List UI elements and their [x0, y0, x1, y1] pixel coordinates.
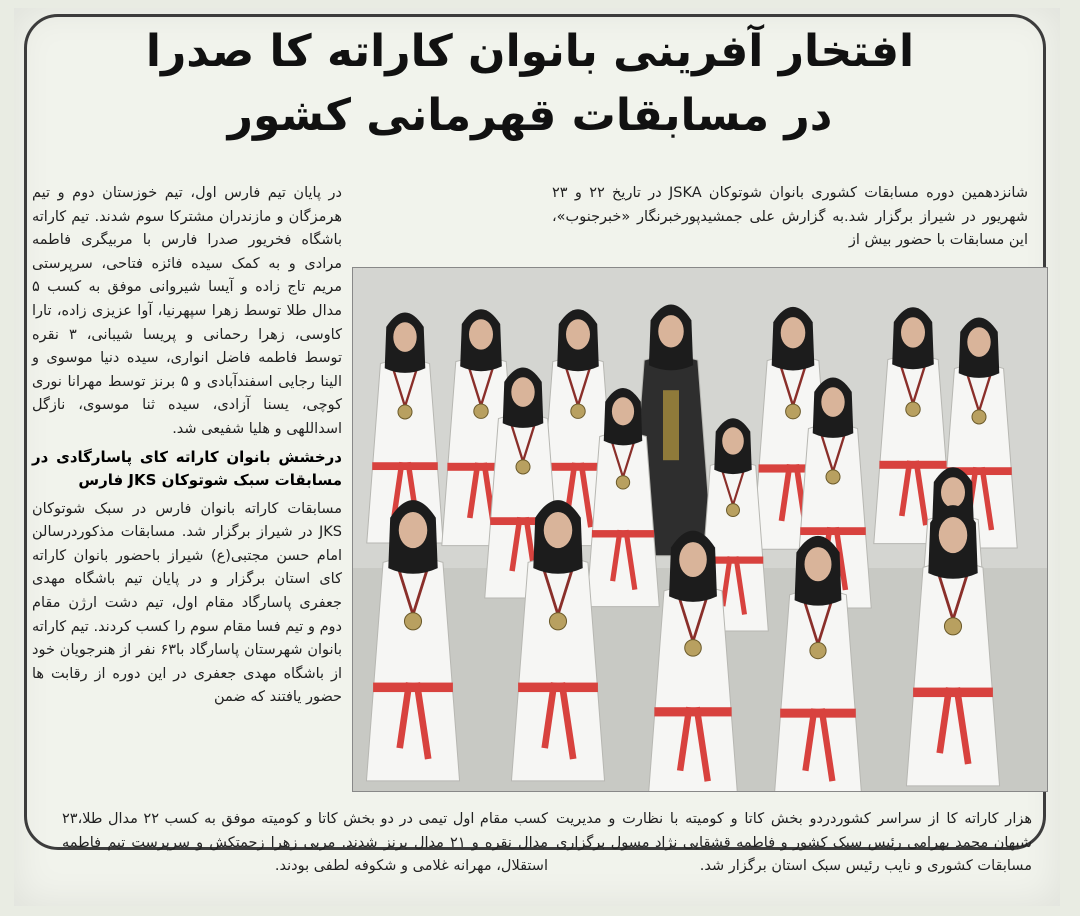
medal — [685, 640, 702, 657]
face — [722, 427, 744, 454]
red-belt — [592, 530, 654, 537]
headline-line-1: افتخار آفرینی بانوان کاراته کا صدرا — [145, 26, 915, 77]
face — [941, 477, 965, 507]
headline-line-2: در مسابقات قهرمانی کشور — [227, 90, 833, 141]
medal — [944, 618, 961, 635]
bottom-left-column — [62, 808, 548, 879]
left-column — [32, 182, 342, 710]
face — [901, 317, 925, 347]
red-belt — [518, 683, 598, 693]
karate-uniform — [511, 558, 604, 781]
medal — [404, 613, 421, 630]
team-photo-illustration — [353, 268, 1047, 791]
medal — [549, 613, 566, 630]
face — [821, 387, 844, 417]
organizers-paragraph: هزار کاراته کا از سراسر کشوردردو بخش کاتا و کومیته با نظارت و مدیریت شبهان محمد بهرامی رئیس سبک کشور و فاطمه قشقایی نژاد مسول برگزاری مسابقات کشوری و نایب رئیس سبک استان برگزار شد. — [556, 811, 1032, 875]
medal — [474, 404, 488, 418]
red-belt — [654, 707, 731, 716]
face — [511, 377, 534, 407]
bottom-right-column — [556, 808, 1032, 879]
medals-summary-paragraph: کسب مقام اول تیمی در دو بخش کاتا و کومیته موفق به کسب ۲۲ مدال طلا،۲۳ مدال نقره و ۲۱ مدال برنز شدند. مربی زهرا زحمتکش و سرپرست تیم فاطمه استقلال، مهرانه غلامی و شکوفه لطفی بودند. — [62, 811, 548, 875]
medal — [398, 405, 412, 419]
medal — [727, 504, 740, 517]
medal — [826, 470, 840, 484]
karate-uniform — [587, 433, 660, 607]
medal — [516, 460, 530, 474]
team-photo — [352, 267, 1048, 792]
pasargad-paragraph: مسابقات کاراته بانوان فارس در سبک شوتوکان JKS در شیراز برگزار شد. مسابقات مذکوردرسالن امام حسن مجتبی(ع) شیراز باحضور بانوان کاراته کای استان برگزار و در پایان تیم باشگاه مهدی جعفری پاسارگاد مقام اول، تیم دشت ارژن مقام دوم و تیم فسا مقام سوم را کسب کردند. تیم کاراته بانوان شهرستان پاسارگاد با۶۳ نفر از هنرجویان خود از باشگاه مهدی جعفری در این دوره از رقابت ها حضور یافتند که ضمن — [32, 500, 343, 706]
face — [566, 319, 590, 349]
red-belt — [372, 462, 438, 470]
medal — [786, 404, 801, 419]
medal — [571, 404, 585, 418]
right-column-top — [552, 182, 1028, 253]
medal — [972, 410, 986, 424]
article-intro-paragraph: شانزدهمین دوره مسابقات کشوری بانوان شوتوکان JSKA در تاریخ ۲۲ و ۲۳ شهریور در شیراز برگزار شد.به گزارش علی جمشیدپورخبرنگار «خبرجنوب»، این مسابقات با حضور بیش از — [552, 185, 1028, 249]
face — [399, 512, 428, 548]
red-belt — [879, 461, 946, 469]
face — [939, 517, 968, 553]
face — [393, 322, 416, 352]
face — [544, 512, 573, 548]
subheading: درخشش بانوان کاراته کای پاسارگادی در مسابقات سبک شوتوکان JKS فارس — [32, 447, 342, 489]
trophy — [663, 390, 679, 460]
face — [469, 319, 493, 349]
karate-uniform — [906, 563, 999, 786]
face — [967, 327, 990, 357]
red-belt — [800, 527, 866, 535]
red-belt — [913, 688, 993, 698]
results-paragraph: در پایان تیم فارس اول، تیم خوزستان دوم و تیم هرمزگان و مازندران مشترکا سوم شدند. تیم کاراته باشگاه فخریور صدرا فارس با مربیگری فاطمه مرادی و به کمک سیده فائزه فتاحی، سرپرستی مریم تاج زاده و آیسا شیروانی موفق به کسب ۵ مدال طلا توسط زهرا سپهرنیا، آوا عزیزی زاده، تارا کاوسی، زهرا رحمانی و پریسا شیبانی، ۳ نقره توسط فاطمه فاضل انواری، سیده دنیا موسوی و الینا رجایی اسفندآبادی و ۵ برنز توسط مهرانا نوری کوچی، یسنا آزادی، سیده ثنا موسوی، نازگل اسداللهی و هلیا شفیعی شد. — [32, 185, 342, 437]
face — [658, 315, 684, 347]
face — [805, 547, 832, 581]
red-belt — [780, 709, 856, 718]
face — [679, 542, 707, 577]
face — [781, 317, 806, 348]
face — [612, 397, 634, 425]
medal — [810, 643, 826, 659]
medal — [616, 476, 629, 489]
karate-uniform — [366, 558, 459, 781]
red-belt — [373, 683, 453, 693]
medal — [906, 402, 920, 416]
headline — [90, 20, 970, 148]
